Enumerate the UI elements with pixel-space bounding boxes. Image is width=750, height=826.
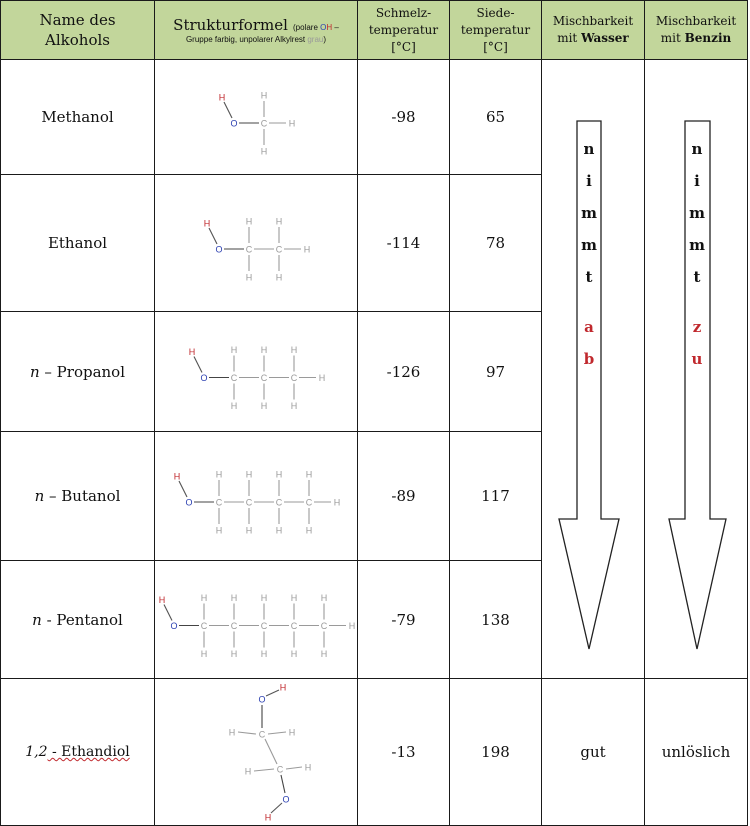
boiling-point: 78 [450,175,542,312]
alcohol-name [1,312,155,432]
hydrogen-atom: H [230,649,238,659]
table-row [1,679,748,826]
hydrogen-atom: H [288,118,296,129]
header-boiling: Siede-temperatur [°C] [450,1,542,60]
hydrogen-atom: H [260,90,268,101]
carbon-atom: C [290,373,298,383]
oxygen-atom: O [230,118,238,129]
alcohol-name-text: – Propanol [39,362,126,381]
arrow-letter: a [584,318,594,336]
hydrogen-atom: H [275,216,283,227]
alcohol-name [1,60,155,175]
hydrogen-atom: H [320,649,328,659]
hydrogen-atom: H [305,525,313,536]
boiling-point: 65 [450,60,542,175]
down-arrow-icon [543,79,643,659]
bond-line [224,102,232,118]
water-miscibility: gut [542,679,645,826]
header-structure [155,1,358,60]
bond-line [164,605,172,621]
structure-cell [155,679,358,826]
hydroxyl-hydrogen-atom: H [279,682,287,693]
bond-line [266,690,279,696]
header-note-grau: grau [307,34,324,44]
hydrogen-atom: H [305,469,313,480]
alcohol-name [1,679,155,826]
alcohol-prefix: n [32,610,42,629]
header-benzin-bold: Benzin [684,31,732,45]
carbon-atom: C [260,621,268,631]
hydrogen-atom: H [230,345,238,355]
water-arrow-cell [542,60,645,679]
structure-cell [155,432,358,561]
header-benzin [645,1,748,60]
hydrogen-atom: H [215,525,223,536]
structure-formula [156,679,356,821]
hydrogen-atom: H [320,593,328,603]
hydrogen-atom: H [260,649,268,659]
alcohol-prefix: n [34,487,45,505]
arrow-letter: t [585,268,593,286]
hydrogen-atom: H [245,525,253,536]
header-note-close: ) [323,34,327,44]
hydrogen-atom: H [290,401,298,411]
alcohol-name-text: Methanol [41,108,114,126]
hydrogen-atom: H [288,727,296,738]
hydrogen-atom: H [260,345,268,355]
hydrogen-atom: H [275,272,283,283]
arrow-letter: m [689,204,705,222]
header-note-h: H [326,22,333,32]
carbon-atom: C [275,244,283,255]
arrow-letter: m [581,204,597,222]
oxygen-atom: O [258,694,266,705]
arrow-letter: m [581,236,597,254]
hydrogen-atom: H [318,373,326,383]
melting-point: -114 [358,175,450,312]
hydrogen-atom: H [260,593,268,603]
header-name: Name des Alkohols [1,1,155,60]
alcohol-name [1,175,155,312]
carbon-atom: C [215,497,223,508]
hydrogen-atom: H [304,762,312,773]
carbon-atom: C [245,497,253,508]
hydrogen-atom: H [245,469,253,480]
alcohol-name [1,432,155,561]
bond-line [209,228,217,244]
hydrogen-atom: H [290,593,298,603]
bond-line [265,739,277,764]
bond-line [179,481,187,497]
structure-formula [156,176,356,306]
hydrogen-atom: H [230,401,238,411]
hydrogen-atom: H [245,272,253,283]
alcohol-name-text: - Ethandiol [47,744,130,760]
boiling-point: 198 [450,679,542,826]
down-arrow-icon [646,79,746,659]
oxygen-atom: O [170,621,178,631]
header-note-o: O [320,22,327,32]
carbon-atom: C [260,373,268,383]
hydroxyl-hydrogen-atom: H [218,92,226,103]
structure-cell [155,60,358,175]
structure-cell [155,561,358,679]
hydrogen-atom: H [275,525,283,536]
hydrogen-atom: H [348,621,356,631]
alcohol-name [1,561,155,679]
hydrogen-atom: H [260,401,268,411]
carbon-atom: C [230,621,238,631]
header-note-line2: Gruppe farbig, unpolarer Alkylrest [185,34,308,44]
arrow-letter: n [691,140,703,158]
hydroxyl-hydrogen-atom: H [203,218,211,229]
carbon-atom: C [230,373,238,383]
bond-line [268,732,286,734]
arrow-letter: u [691,350,703,368]
hydrogen-atom: H [260,146,268,157]
hydrogen-atom: H [230,593,238,603]
structure-cell [155,175,358,312]
bond-line [286,767,302,769]
carbon-atom: C [200,621,208,631]
hydroxyl-hydrogen-atom: H [158,595,166,605]
alcohol-name-text: - Pentanol [41,610,123,629]
oxygen-atom: O [200,373,208,383]
header-row [1,1,748,60]
bond-line [194,357,202,373]
alcohol-prefix: 1,2 [25,744,48,760]
table-row [1,60,748,175]
boiling-point: 138 [450,561,542,679]
arrow-letter: b [583,350,595,368]
header-water-bold: Wasser [581,31,629,45]
oxygen-atom: O [282,794,290,805]
hydrogen-atom: H [215,469,223,480]
structure-formula [156,432,356,556]
benzin-miscibility: unlöslich [645,679,748,826]
melting-point: -79 [358,561,450,679]
hydrogen-atom: H [290,345,298,355]
hydrogen-atom: H [333,497,341,508]
melting-point: -89 [358,432,450,561]
hydroxyl-hydrogen-atom: H [264,812,272,821]
hydrogen-atom: H [200,649,208,659]
hydrogen-atom: H [275,469,283,480]
hydrogen-atom: H [228,727,236,738]
oxygen-atom: O [215,244,223,255]
melting-point: -126 [358,312,450,432]
hydrogen-atom: H [200,593,208,603]
hydroxyl-hydrogen-atom: H [173,471,181,482]
melting-point: -98 [358,60,450,175]
hydrogen-atom: H [245,216,253,227]
header-water [542,1,645,60]
bond-line [254,769,274,771]
hydroxyl-hydrogen-atom: H [188,347,196,357]
carbon-atom: C [275,497,283,508]
hydrogen-atom: H [290,649,298,659]
bond-line [281,775,285,793]
arrow-letter: i [694,172,700,190]
alcohol-name-text: – Butanol [44,487,121,505]
hydrogen-atom: H [244,766,252,777]
carbon-atom: C [258,729,266,740]
structure-formula [156,561,356,674]
carbon-atom: C [305,497,313,508]
header-benzin-pre: Mischbarkeit mit [655,14,737,45]
oxygen-atom: O [185,497,193,508]
alcohol-name-text: Ethanol [47,234,108,252]
header-structure-note: (polare [293,22,321,32]
carbon-atom: C [290,621,298,631]
melting-point: -13 [358,679,450,826]
arrow-letter: z [692,318,702,336]
carbon-atom: C [260,118,268,129]
carbon-atom: C [320,621,328,631]
structure-formula [156,312,356,427]
arrow-letter: n [583,140,595,158]
structure-formula [156,60,356,170]
carbon-atom: C [276,764,284,775]
boiling-point: 117 [450,432,542,561]
header-structure-title: Strukturformel [173,15,288,34]
alcohol-prefix: n [29,362,40,381]
bond-line [271,803,282,813]
hydrogen-atom: H [303,244,311,255]
carbon-atom: C [245,244,253,255]
header-melting: Schmelz-temperatur [°C] [358,1,450,60]
benzin-arrow-cell [645,60,748,679]
header-note-dash: – [332,22,339,32]
bond-line [238,732,256,734]
arrow-letter: i [586,172,592,190]
structure-cell [155,312,358,432]
boiling-point: 97 [450,312,542,432]
arrow-letter: m [689,236,705,254]
arrow-letter: t [693,268,701,286]
header-water-pre: Mischbarkeit mit [552,14,634,45]
